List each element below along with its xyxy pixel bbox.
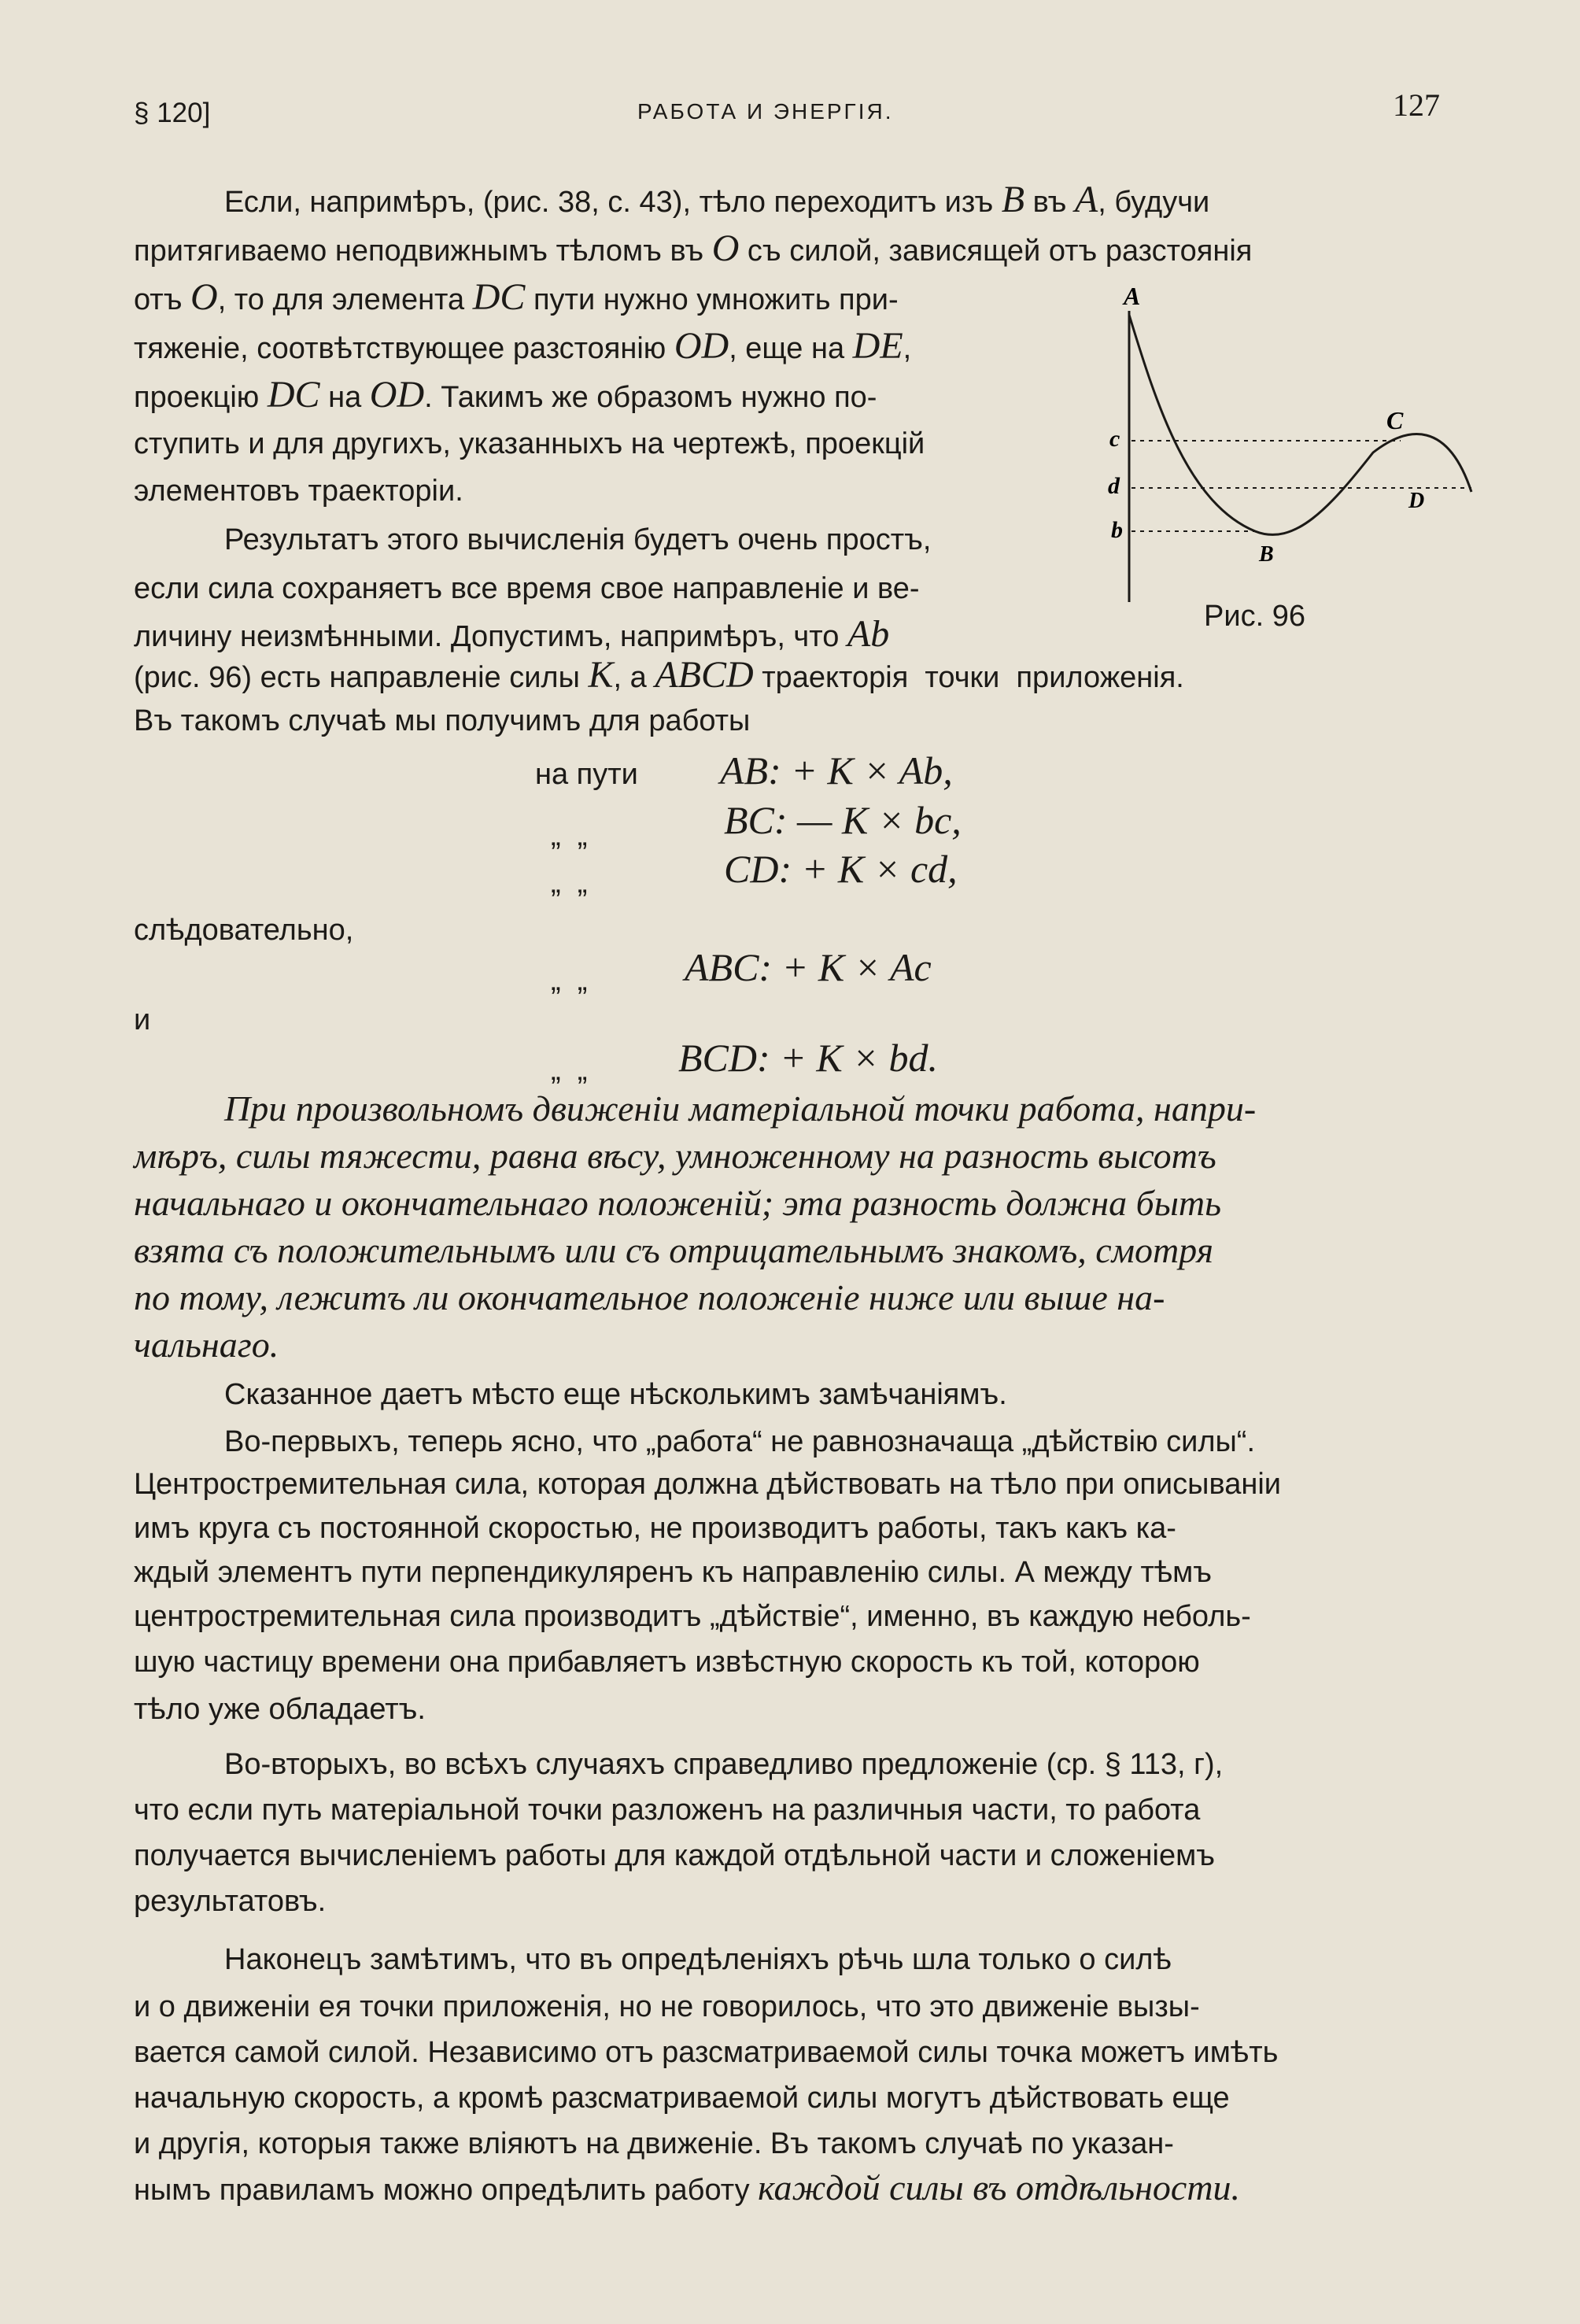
p2-line-5: Въ такомъ случаѣ мы получимъ для работы [134,704,751,737]
ditto-mark-4: „ „ [551,1054,588,1087]
p5-line-2: Центростремительная сила, которая должна дѣйствовать на тѣло при описываніи [134,1468,1282,1501]
p7-line-3: вается самой силой. Независимо отъ разсматриваемой силы точка можетъ имѣть [134,2036,1279,2069]
p5-line-3: имъ круга съ постоянной скоростью, не производитъ работы, такъ какъ ка- [134,1512,1176,1545]
formula-bcd: BCD: + K × bd. [678,1036,938,1080]
p3-line-5: по тому, лежитъ ли окончательное положеніе ниже или выше на- [134,1277,1165,1317]
p7-line-1: Наконецъ замѣтимъ, что въ опредѣленіяхъ рѣчь шла только о силѣ [224,1943,1172,1976]
p7-line-2: и о движеніи ея точки приложенія, но не говорилось, что это движеніе вызы- [134,1990,1200,2023]
p1-line-1: Если, напримѣръ, (рис. 38, с. 43), тѣло переходитъ изъ B въ A, будучи [224,179,1210,220]
section-number: § 120] [134,98,211,128]
p6-line-1: Во-вторыхъ, во всѣхъ случаяхъ справедливо предложеніе (ср. § 113, г), [224,1748,1224,1781]
label-B: B [1259,542,1274,567]
label-D: D [1408,489,1425,513]
running-title: РАБОТА И ЭНЕРГІЯ. [637,99,894,124]
label-C: C [1386,406,1404,434]
formula-cd: CD: + K × cd, [724,847,958,891]
label-d: d [1108,473,1120,499]
p1-line-3: отъ O, то для элемента DC пути нужно умножить при- [134,276,899,318]
p6-line-3: получается вычисленіемъ работы для каждой отдѣльной части и сложеніемъ [134,1839,1215,1872]
p1-line-4: тяженіе, соотвѣтствующее разстоянію OD, еще на DE, [134,325,912,367]
p2-line-2: если сила сохраняетъ все время свое направленіе и ве- [134,572,920,605]
p5-line-5: центростремительная сила производитъ „дѣйствіе“, именно, въ каждую неболь- [134,1600,1251,1633]
formula-bc: BC: — K × bc, [724,798,962,842]
p4-line-1: Сказанное даетъ мѣсто еще нѣсколькимъ замѣчаніямъ. [224,1378,1007,1411]
p1-line-2: притягиваемо неподвижнымъ тѣломъ въ O съ силой, зависящей отъ разстоянія [134,227,1253,269]
label-b: b [1111,517,1123,543]
p1-line-5: проекцію DC на OD. Такимъ же образомъ нужно по- [134,374,877,416]
label-A: A [1124,282,1141,310]
p1-line-6: ступить и для другихъ, указанныхъ на чертежѣ, проекцій [134,427,925,460]
ditto-mark-3: „ „ [551,964,588,997]
p2-line-4: (рис. 96) есть направленіе силы K, а ABCD траекторія точки приложенія. [134,654,1184,696]
figure-96 [1102,279,1495,618]
formula-abc: ABC: + K × Ac [685,945,932,989]
label-c: c [1109,426,1120,452]
p5-line-1: Во-первыхъ, теперь ясно, что „работа“ не равнозначаща „дѣйствію силы“. [224,1425,1256,1458]
p7-line-4: начальную скорость, а кромѣ разсматриваемой силы могутъ дѣйствовать еще [134,2082,1230,2115]
p5-line-4: ждый элементъ пути перпендикуляренъ къ направленію силы. А между тѣмъ [134,1556,1213,1589]
p1-line-7: элементовъ траекторіи. [134,475,463,508]
ditto-mark-2: „ „ [551,866,588,900]
ditto-mark-1: „ „ [551,819,588,852]
running-header [134,87,1440,134]
on-path-label: на пути [535,758,638,791]
p6-line-4: результатовъ. [134,1885,327,1918]
and-label: и [134,1003,151,1036]
p3-line-4: взята съ положительнымъ или съ отрицательнымъ знакомъ, смотря [134,1230,1213,1270]
p3-line-6: чальнаго. [134,1325,279,1365]
p7-line-5: и другія, которыя также вліяютъ на движеніе. Въ такомъ случаѣ по указан- [134,2127,1174,2160]
p3-line-1: При произвольномъ движеніи матеріальной точки работа, напри- [224,1088,1257,1129]
p3-line-3: начальнаго и окончательнаго положеній; эта разность должна быть [134,1183,1222,1223]
p7-line-6: нымъ правиламъ можно опредѣлить работу каждой силы въ отдѣльности. [134,2167,1241,2208]
p5-line-7: тѣло уже обладаетъ. [134,1693,426,1726]
figure-96-diagram [1102,279,1495,618]
page-number: 127 [1393,87,1440,123]
consequently-label: слѣдовательно, [134,914,354,947]
figure-caption: Рис. 96 [1204,600,1305,633]
p3-line-2: мѣръ, силы тяжести, равна вѣсу, умноженному на разность высотъ [134,1136,1216,1176]
formula-ab: AB: + K × Ab, [720,748,953,793]
p6-line-2: что если путь матеріальной точки разложенъ на различныя части, то работа [134,1794,1201,1827]
p2-line-1: Результатъ этого вычисленія будетъ очень простъ, [224,523,932,556]
p2-line-3: личину неизмѣнными. Допустимъ, напримѣръ, что Ab [134,613,890,655]
p5-line-6: шую частицу времени она прибавляетъ извѣстную скорость къ той, которою [134,1646,1200,1679]
